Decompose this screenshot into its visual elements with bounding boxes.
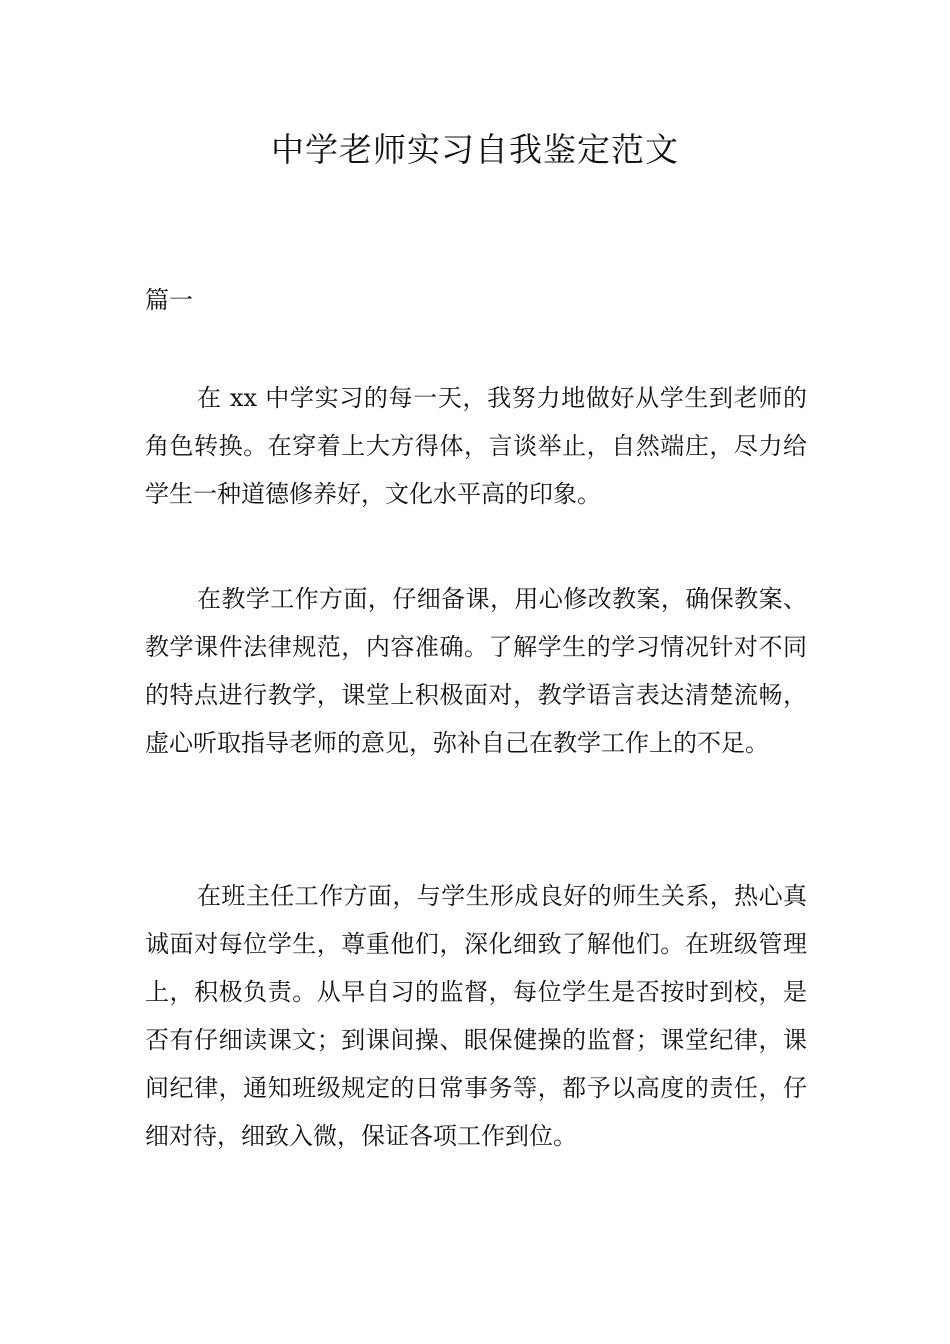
document-title: 中学老师实习自我鉴定范文 (271, 130, 679, 169)
section-label: 篇一 (145, 286, 193, 314)
paragraph-1: 在 xx 中学实习的每一天，我努力地做好从学生到老师的角色转换。在穿着上大方得体，言谈举止，自然端庄，尽力给学生一种道德修养好，文化水平高的印象。 (145, 384, 807, 508)
paragraph-3: 在班主任工作方面，与学生形成良好的师生关系，热心真诚面对每位学生，尊重他们，深化细致了解他们。在班级管理上，积极负责。从早自习的监督，每位学生是否按时到校，是否有仔细读课文；到课间操、眼保健操的监督；课堂纪律，课间纪律，通知班级规定的日常事务等，都予以高度的责任，仔细对待，细致入微，保证各项工作到位。 (145, 882, 807, 1150)
paragraph-2: 在教学工作方面，仔细备课，用心修改教案，确保教案、教学课件法律规范，内容准确。了解学生的学习情况针对不同的特点进行教学，课堂上积极面对，教学语言表达清楚流畅，虚心听取指导老师的意见，弥补自己在教学工作上的不足。 (145, 585, 807, 757)
